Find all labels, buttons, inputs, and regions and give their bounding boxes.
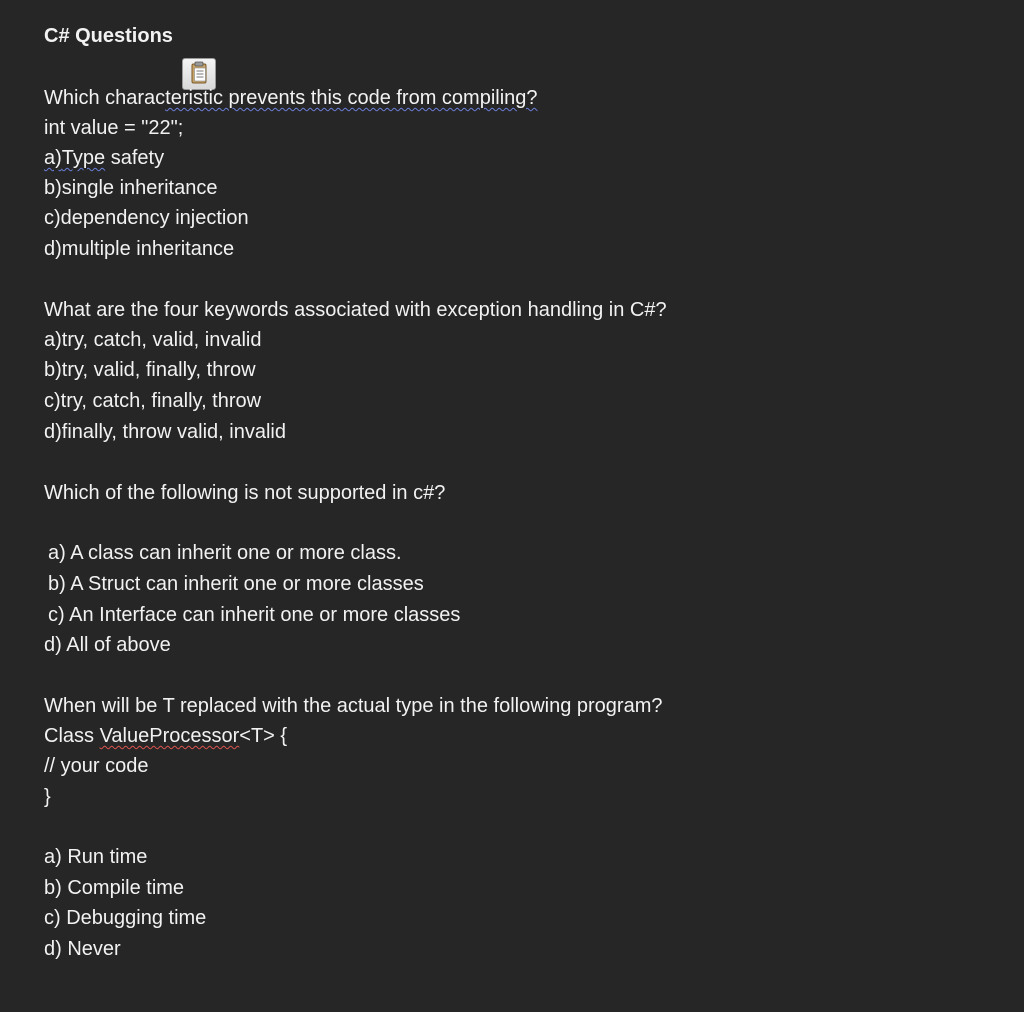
- q2-option-d: d)finally, throw valid, invalid: [44, 421, 286, 443]
- q4-option-b: b) Compile time: [44, 877, 185, 899]
- q4-code-line-1: [44, 724, 287, 748]
- q1-option-c: c)dependency injection: [44, 207, 249, 229]
- q1-option-a-rest: safety: [105, 147, 165, 169]
- q2-option-b: b)try, valid, finally, throw: [44, 359, 256, 381]
- q2-option-c: c)try, catch, finally, throw: [44, 390, 262, 412]
- q4-code-line-1-prefix: Class: [44, 725, 100, 747]
- q3-question: Which of the following is not supported in c#?: [44, 482, 446, 504]
- clipboard-icon: [183, 59, 215, 89]
- q4-code-line-3: }: [44, 786, 51, 808]
- q2-option-a: a)try, catch, valid, invalid: [44, 329, 262, 351]
- q1-option-a-prefix: a): [44, 147, 62, 169]
- q4-option-d: d) Never: [44, 938, 121, 960]
- q3-option-a: a) A class can inherit one or more class.: [48, 542, 402, 564]
- q3-option-d: d) All of above: [44, 634, 171, 656]
- q3-option-b: b) A Struct can inherit one or more classes: [48, 573, 424, 595]
- q1-question: [44, 86, 538, 110]
- q4-code-line-1-rest: <T> {: [239, 725, 288, 747]
- q4-code-line-2: // your code: [44, 755, 149, 777]
- document-title: C# Questions: [44, 25, 173, 47]
- q3-option-c: c) An Interface can inherit one or more classes: [48, 604, 461, 626]
- q1-question-prefix: Which charac: [44, 87, 166, 109]
- q1-code: int value = "22";: [44, 117, 184, 139]
- q1-question-rest: teristic prevents this code from compiling?: [165, 87, 538, 109]
- q1-option-d: d)multiple inheritance: [44, 238, 235, 260]
- q1-option-a: [44, 146, 164, 170]
- q2-question: What are the four keywords associated with exception handling in C#?: [44, 299, 667, 321]
- q4-option-c: c) Debugging time: [44, 907, 207, 929]
- q4-question: When will be T replaced with the actual type in the following program?: [44, 695, 663, 717]
- q4-option-a: a) Run time: [44, 846, 148, 868]
- q1-option-a-word: Type: [61, 147, 106, 169]
- q1-option-b: b)single inheritance: [44, 177, 218, 199]
- q4-code-line-1-word: ValueProcessor: [99, 725, 240, 747]
